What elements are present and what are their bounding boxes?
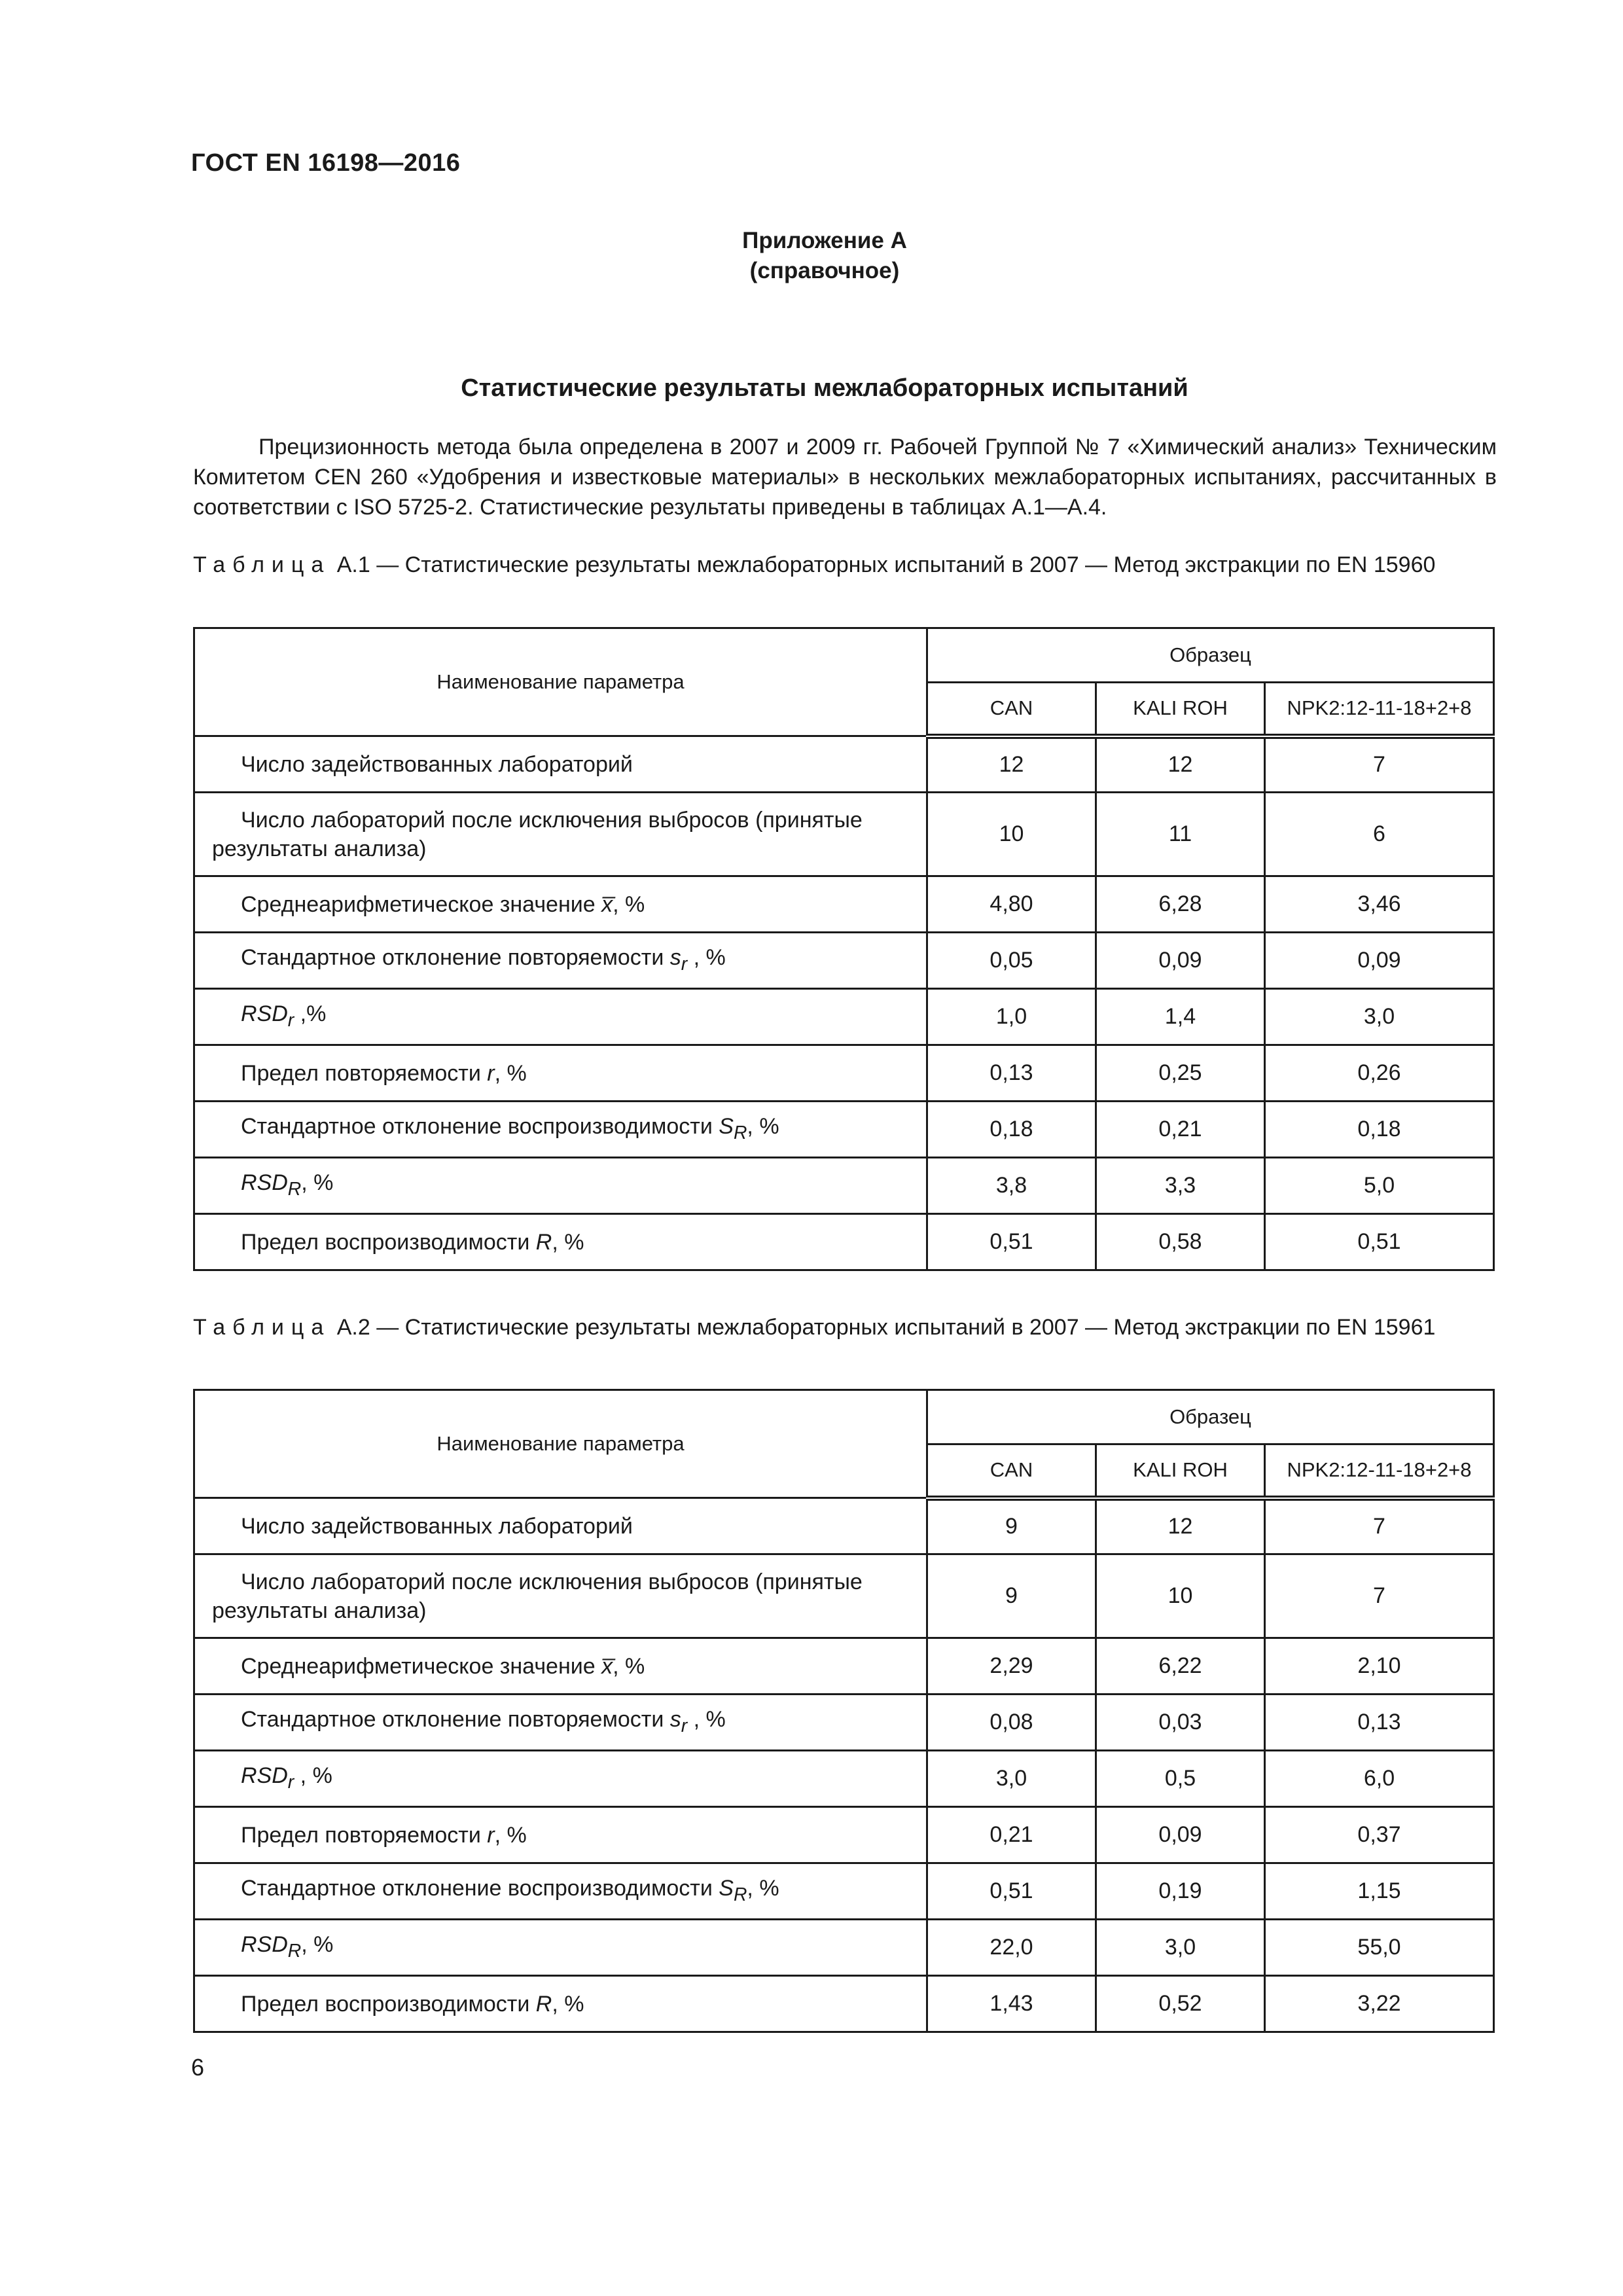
table-a1-caption-word: Таблица (193, 552, 331, 577)
table-row (194, 1976, 1494, 2032)
column-header: NPK2:12-11-18+2+8 (1265, 1444, 1494, 1498)
value-cell: 3,0 (1265, 989, 1494, 1045)
table-a2-caption-word: Таблица (193, 1315, 331, 1340)
value-cell: 0,58 (1096, 1214, 1265, 1270)
parameter-name: Число задействованных лабораторий (194, 736, 927, 793)
table-row (194, 1102, 1494, 1158)
param-header: Наименование параметра (194, 1390, 927, 1498)
table-row (194, 1920, 1494, 1976)
column-header: KALI ROH (1096, 1444, 1265, 1498)
value-cell: 0,5 (1096, 1751, 1265, 1807)
value-cell: 3,3 (1096, 1158, 1265, 1214)
section-title: Статистические результаты межлабораторных испытаний (461, 374, 1188, 402)
value-cell: 0,19 (1096, 1863, 1265, 1920)
table-row (194, 1695, 1494, 1751)
table-row (194, 1554, 1494, 1638)
table-a2 (193, 1389, 1495, 2033)
table-a2-caption-text: А.2 — Статистические результаты межлабораторных испытаний в 2007 — Метод экстракции по EN 15961 (330, 1315, 1436, 1340)
value-cell: 4,80 (927, 876, 1096, 933)
table-a1-caption-text: А.1 — Статистические результаты межлабораторных испытаний в 2007 — Метод экстракции по EN 15960 (330, 552, 1436, 577)
value-cell: 3,0 (1096, 1920, 1265, 1976)
appendix-heading (0, 226, 1623, 286)
value-cell: 2,10 (1265, 1638, 1494, 1695)
value-cell: 0,09 (1096, 1807, 1265, 1863)
parameter-name: $RSD_r$ , % (194, 1751, 927, 1807)
value-cell: 0,21 (927, 1807, 1096, 1863)
parameter-name: Стандартное отклонение повторяемости $s_r$ , % (194, 1695, 927, 1751)
value-cell: 3,46 (1265, 876, 1494, 933)
value-cell: 10 (1096, 1554, 1265, 1638)
value-cell: 5,0 (1265, 1158, 1494, 1214)
parameter-name: Стандартное отклонение повторяемости $s_r$ , % (194, 933, 927, 989)
table-a1 (193, 627, 1495, 1271)
value-cell: 0,52 (1096, 1976, 1265, 2032)
parameter-name: Предел воспроизводимости R, % (194, 1214, 927, 1270)
value-cell: 6,0 (1265, 1751, 1494, 1807)
sample-header: Образец (927, 1390, 1494, 1444)
param-header: Наименование параметра (194, 628, 927, 736)
value-cell: 10 (927, 793, 1096, 876)
table-row (194, 793, 1494, 876)
value-cell: 0,08 (927, 1695, 1096, 1751)
value-cell: 12 (1096, 1498, 1265, 1554)
value-cell: 7 (1265, 1498, 1494, 1554)
value-cell: 12 (927, 736, 1096, 793)
parameter-name: Предел повторяемости r, % (194, 1045, 927, 1102)
value-cell: 0,13 (927, 1045, 1096, 1102)
value-cell: 1,4 (1096, 989, 1265, 1045)
table-row (194, 1214, 1494, 1270)
appendix-subtitle: (справочное) (749, 258, 900, 283)
value-cell: 6,22 (1096, 1638, 1265, 1695)
parameter-name: Среднеарифметическое значение x̅, % (194, 876, 927, 933)
column-header: CAN (927, 1444, 1096, 1498)
table-row (194, 1638, 1494, 1695)
value-cell: 22,0 (927, 1920, 1096, 1976)
value-cell: 0,25 (1096, 1045, 1265, 1102)
value-cell: 3,0 (927, 1751, 1096, 1807)
value-cell: 1,15 (1265, 1863, 1494, 1920)
value-cell: 0,05 (927, 933, 1096, 989)
table-row (194, 1158, 1494, 1214)
value-cell: 0,09 (1265, 933, 1494, 989)
parameter-name: Стандартное отклонение воспроизводимости $S_R$, % (194, 1863, 927, 1920)
table-row (194, 1751, 1494, 1807)
table-row (194, 876, 1494, 933)
value-cell: 0,51 (927, 1214, 1096, 1270)
column-header: NPK2:12-11-18+2+8 (1265, 683, 1494, 736)
value-cell: 0,13 (1265, 1695, 1494, 1751)
value-cell: 6 (1265, 793, 1494, 876)
column-header: KALI ROH (1096, 683, 1265, 736)
value-cell: 55,0 (1265, 1920, 1494, 1976)
sample-header: Образец (927, 628, 1494, 683)
value-cell: 6,28 (1096, 876, 1265, 933)
table-row (194, 1863, 1494, 1920)
intro-paragraph (193, 432, 1497, 522)
table-row (194, 1045, 1494, 1102)
value-cell: 7 (1265, 1554, 1494, 1638)
value-cell: 9 (927, 1498, 1096, 1554)
document-header: ГОСТ EN 16198—2016 (191, 149, 461, 177)
value-cell: 0,09 (1096, 933, 1265, 989)
parameter-name: Предел повторяемости r, % (194, 1807, 927, 1863)
parameter-name: Стандартное отклонение воспроизводимости $S_R$, % (194, 1102, 927, 1158)
value-cell: 7 (1265, 736, 1494, 793)
column-header: CAN (927, 683, 1096, 736)
parameter-name: Предел воспроизводимости R, % (194, 1976, 927, 2032)
parameter-name: $RSD_R$, % (194, 1920, 927, 1976)
parameter-name: Число лабораторий после исключения выбросов (принятые результаты анализа) (194, 793, 927, 876)
table-row (194, 989, 1494, 1045)
value-cell: 0,03 (1096, 1695, 1265, 1751)
value-cell: 0,18 (1265, 1102, 1494, 1158)
table-row (194, 933, 1494, 989)
page-number: 6 (191, 2054, 205, 2081)
value-cell: 12 (1096, 736, 1265, 793)
value-cell: 11 (1096, 793, 1265, 876)
value-cell: 0,37 (1265, 1807, 1494, 1863)
parameter-name: Число задействованных лабораторий (194, 1498, 927, 1554)
parameter-name: Число лабораторий после исключения выбросов (принятые результаты анализа) (194, 1554, 927, 1638)
value-cell: 1,43 (927, 1976, 1096, 2032)
value-cell: 3,22 (1265, 1976, 1494, 2032)
parameter-name: Среднеарифметическое значение x̅, % (194, 1638, 927, 1695)
table-row (194, 736, 1494, 793)
value-cell: 1,0 (927, 989, 1096, 1045)
table-row (194, 1807, 1494, 1863)
value-cell: 9 (927, 1554, 1096, 1638)
value-cell: 2,29 (927, 1638, 1096, 1695)
value-cell: 0,21 (1096, 1102, 1265, 1158)
parameter-name: $RSD_r$ ,% (194, 989, 927, 1045)
value-cell: 3,8 (927, 1158, 1096, 1214)
intro-text: Прецизионность метода была определена в 2007 и 2009 гг. Рабочей Группой № 7 «Химический анализ» Техническим Комитетом CEN 260 «Удобрения и известковые материалы» в нескольких межлабораторных испытаниях, рассчитанных в соответствии с ISO 5725-2. Статистические результаты приведены в таблицах А.1—А.4. (193, 435, 1497, 520)
table-a2-caption (193, 1312, 1497, 1342)
table-a1-caption (193, 550, 1497, 580)
appendix-title: Приложение А (742, 228, 907, 253)
value-cell: 0,51 (1265, 1214, 1494, 1270)
table-row (194, 1498, 1494, 1554)
value-cell: 0,51 (927, 1863, 1096, 1920)
value-cell: 0,26 (1265, 1045, 1494, 1102)
value-cell: 0,18 (927, 1102, 1096, 1158)
parameter-name: $RSD_R$, % (194, 1158, 927, 1214)
